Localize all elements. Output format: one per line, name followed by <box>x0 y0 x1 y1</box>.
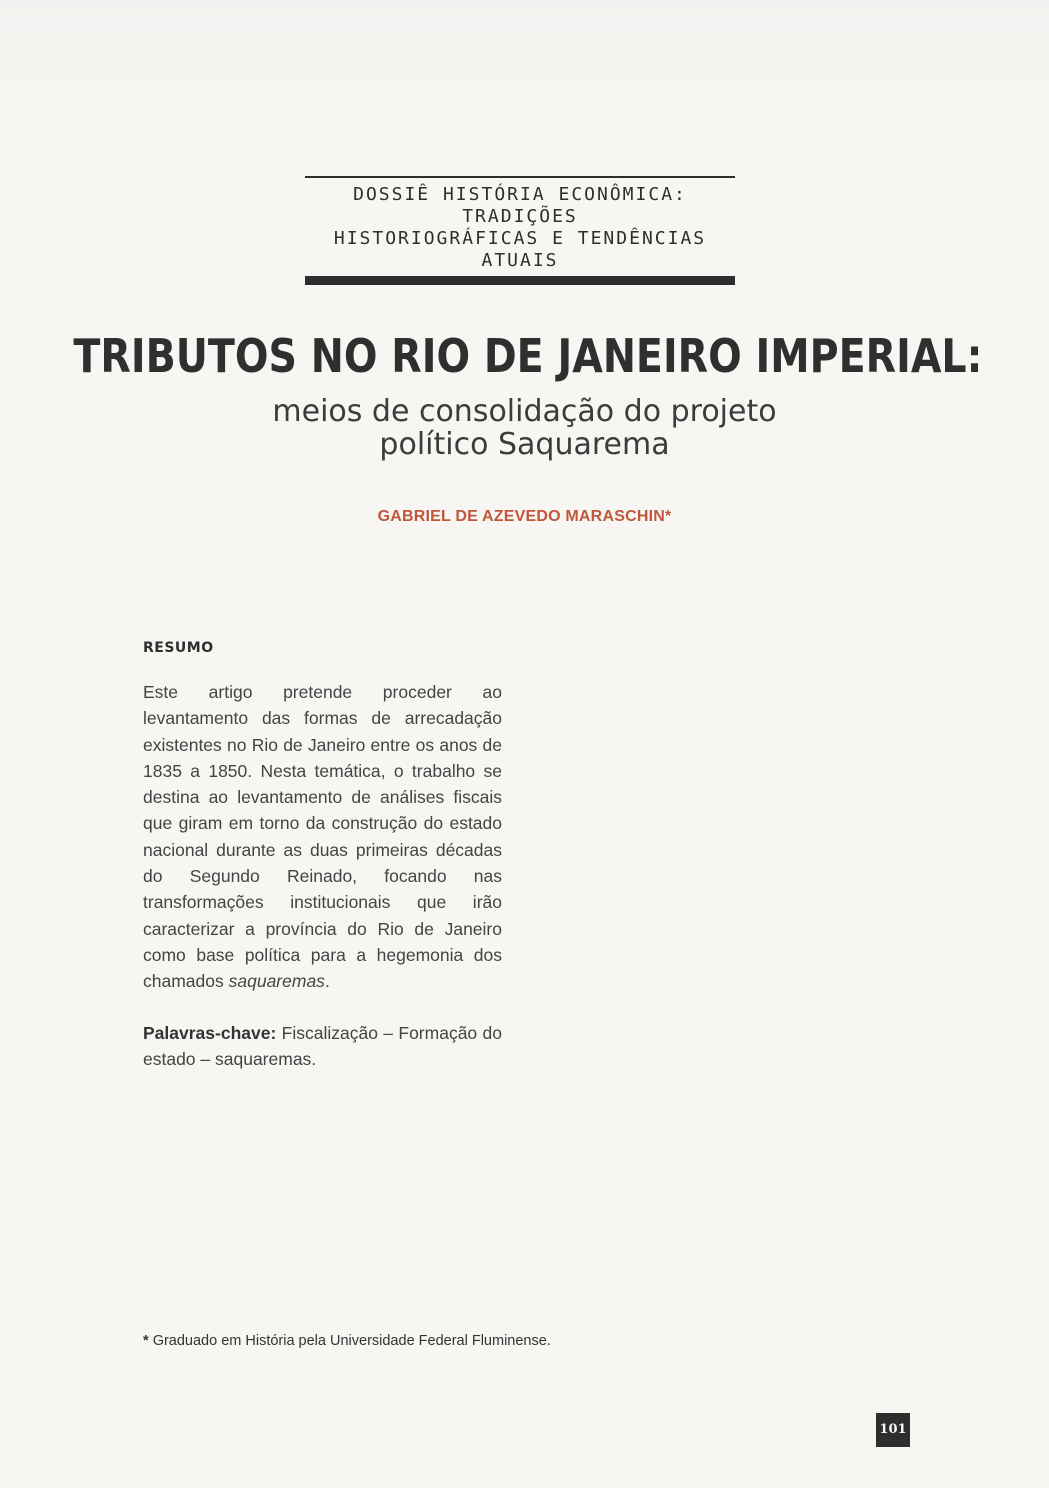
subtitle-line-1: meios de consolidação do projeto <box>272 394 777 429</box>
article-author: GABRIEL DE AZEVEDO MARASCHIN* <box>377 508 672 525</box>
abstract-end: . <box>324 971 330 992</box>
abstract-body: Este artigo pretende proceder ao levantamento das formas de arrecadação existentes no Rio de Janeiro entre os anos de 1835 a 1850. Nesta temática, o trabalho se destina ao levantamento de análises fiscais que giram em torno da construção do estado nacional durante as duas primeiras décadas do Segundo Reinado, focando nas transformações institucionais que irão caracterizar a província do Rio de Janeiro como base política para a hegemonia dos chamados <box>143 682 502 992</box>
abstract-heading: RESUMO <box>143 640 214 656</box>
article-subtitle <box>0 395 1049 461</box>
footnote-marker: * <box>143 1333 149 1349</box>
abstract-text <box>143 679 502 995</box>
dossier-banner <box>305 176 735 285</box>
dossier-line-2: HISTORIOGRÁFICAS E TENDÊNCIAS ATUAIS <box>333 228 707 271</box>
dossier-line-1: DOSSIÊ HISTÓRIA ECONÔMICA: TRADIÇÕES <box>353 184 687 227</box>
dossier-title <box>305 178 735 276</box>
subtitle-line-2: político Saquarema <box>379 427 670 462</box>
page-number: 101 <box>876 1413 910 1447</box>
article-title: TRIBUTOS NO RIO DE JANEIRO IMPERIAL: <box>73 329 983 383</box>
keywords <box>143 1020 502 1073</box>
abstract-italic-term: saquaremas <box>228 971 325 992</box>
footnote-text: Graduado em História pela Universidade Federal Fluminense. <box>152 1333 551 1349</box>
page-header-shade <box>0 0 1049 110</box>
keywords-list: Fiscalização – Formação do estado – saquaremas. <box>143 1023 502 1070</box>
author-footnote <box>143 1333 551 1349</box>
keywords-label: Palavras-chave: <box>143 1023 277 1043</box>
dossier-bottom-rule <box>305 276 735 285</box>
